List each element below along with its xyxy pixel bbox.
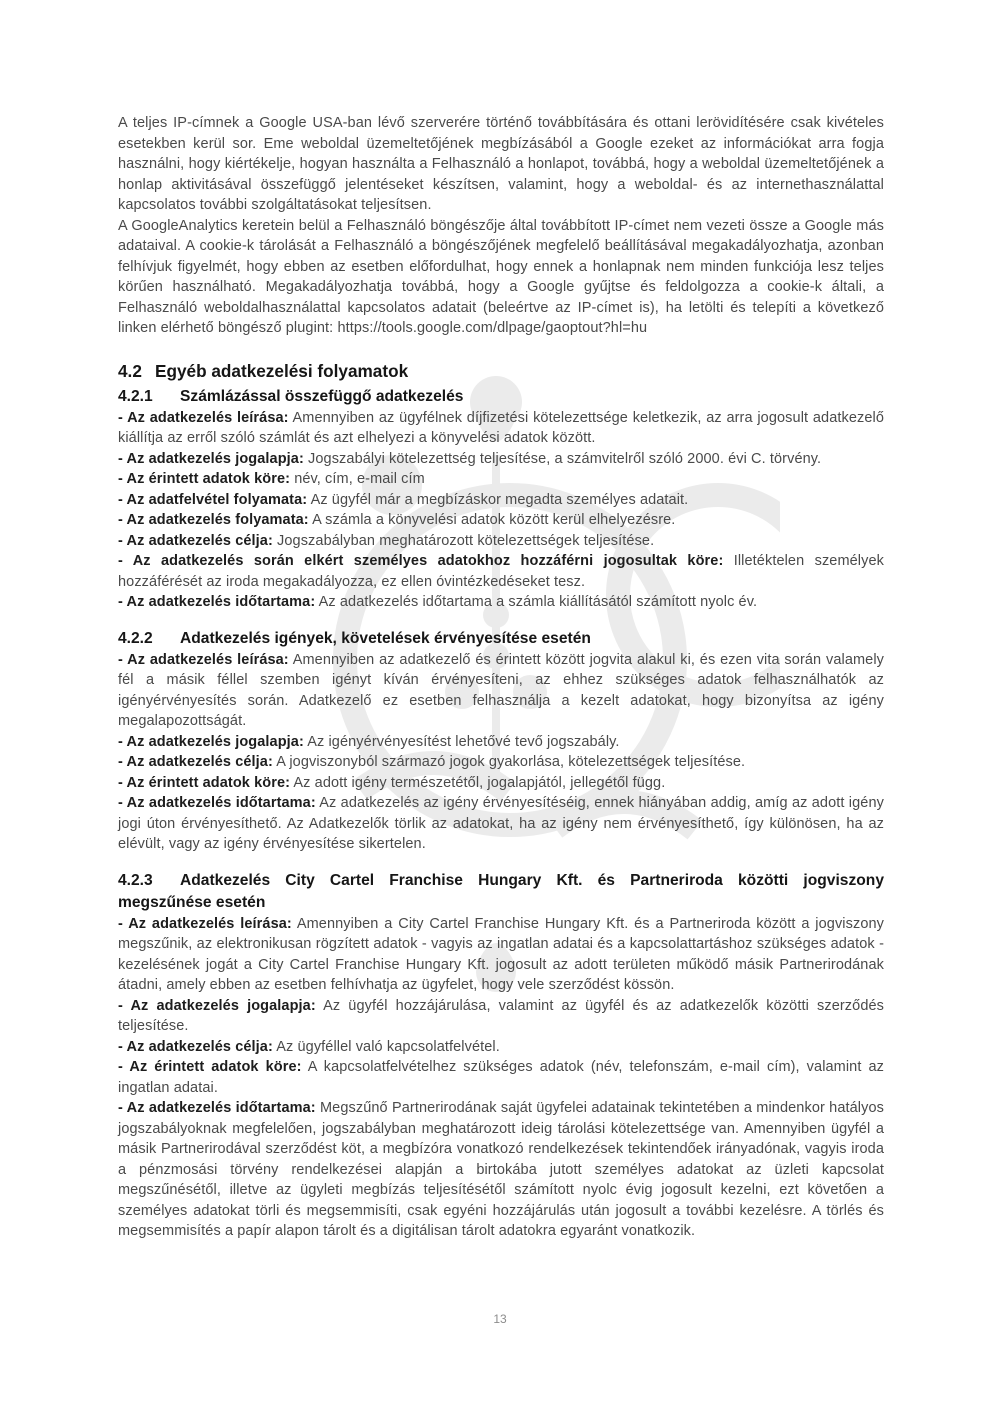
policy-item [118,752,884,773]
policy-item [118,650,884,732]
policy-item [118,1098,884,1242]
subsection-number: 4.2.1 [118,387,153,405]
item-label: - Az adatkezelés időtartama: [118,1100,316,1116]
item-label: - Az adatkezelés leírása: [118,651,289,668]
item-text: Az adott igény természetétől, jogalapjától, jellegétől függ. [293,774,666,791]
item-label: - Az adatkezelés célja: [118,1038,273,1055]
item-label: - Az adatkezelés leírása: [118,409,289,426]
item-text: Az igényérvényesítést lehetővé tevő jogszabály. [307,733,620,750]
subsection-heading-421 [118,386,884,408]
item-label: - Az érintett adatok köre: [118,774,291,791]
item-text: név, cím, e-mail cím [294,471,425,487]
item-text: Az ügyfél már a megbízáskor megadta személyes adatait. [310,491,689,508]
subsection-title: Adatkezelés igények, követelések érvényesítése esetén [180,629,591,647]
item-text: Amennyiben az adatkezelő és érintett között jogvita alakul ki, és ezen vita során valamely fél a másik féllel szemben igényt kíván érvényesíteni, az ehhez szükséges adatok felhasználhatók az igényérvényesítés során. Adatkezelő ez esetben felhasználja a kezelt adatokat, hogy bizonyítsa az igény megalapozottságát. [118,651,884,729]
item-label: - Az adatkezelés célja: [118,532,273,549]
item-label: - Az adatkezelés leírása: [118,915,292,932]
policy-item [118,408,884,449]
item-label: - Az adatkezelés időtartama: [118,594,316,610]
page-number: 13 [493,1312,507,1326]
item-text: Megszűnő Partnerirodának saját ügyfelei adatainak tekintetében a mindenkor hatályos jogszabályoknak megfelelően, jogszabályban meghatározott ideig tárolási kötelezettsége van. Amennyiben ügyfél a másik Partnerirodával szerződést köt, a megbízóra vonatkozó rendelkezések tekintendőek irányadónak, vagyis iroda a pénzmosási törvény rendelkezései alapján a birtokába jutott személyes adatokat az üzleti kapcsolat megszűnésétől, illetve az ügyleti megbízás teljesítésétől számított nyolc évig jogosult kezelni, ezt követően a személyes adatokat törli és megsemmisíti, csak egyéni hozzájárulás után jogosult a további kezelésre. A törlés és megsemmisítés a papír alapon tárolt és a digitálisan tárolt adatokra egyaránt vonatkozik. [118,1100,884,1239]
policy-item [118,449,884,470]
policy-item [118,469,884,490]
subsection-number: 4.2.2 [118,629,153,647]
item-label: - Az érintett adatok köre: [118,1059,302,1075]
item-label: - Az adatkezelés jogalapja: [118,450,304,467]
item-text: Amennyiben az ügyfélnek díjfizetési kötelezettsége keletkezik, az arra jogosult adatkezelő kiállítja az erről szóló számlát és azt elhelyezi a könyvelési adatok között. [118,409,885,446]
subsection-title: Számlázással összefüggő adatkezelés [180,387,464,405]
section-number: 4.2 [118,360,142,381]
subsection-number: 4.2.3 [118,871,153,889]
item-text: Illetéktelen személyek hozzáférését az iroda megakadályozza, ez ellen óvintézkedéseket tesz. [118,553,884,590]
item-text: Az adatkezelés az igény érvényesítéséig, ennek hiányában addig, amíg az adott igény jogi úton érvényesíthető. Az Adatkezelők törlik az adatokat, ha az igény nem érvényesíthető, így különösen, ha az elévült, vagy az igény érvényesítése sikertelen. [118,795,884,852]
policy-item [118,732,884,753]
policy-item [118,490,884,511]
policy-item [118,510,884,531]
item-text: A jogviszonyból származó jogok gyakorlása, kötelezettségek teljesítése. [276,754,746,770]
intro-paragraph-1: A teljes IP-címnek a Google USA-ban lévő szerverére történő továbbítására és ottani lerövidítésére csak kivételes esetekben kerül sor. Eme weboldal üzemeltetőjének megbízásából a Google ezeket az információkat arra fogja használni, hogy kiértékelje, hogyan használta a Felhasználó a honlapot, továbbá, hogy a weboldal üzemeltetőjének a honlap aktivitásával összefüggő jelentéseket készítsen, valamint, hogy a weboldal- és az internethasználattal kapcsolatos további szolgáltatásokat teljesítsen. [118,115,884,213]
item-text: A számla a könyvelési adatok között kerül elhelyezésre. [312,512,676,528]
item-label: - Az érintett adatok köre: [118,471,291,487]
item-label: - Az adatkezelés során elkért személyes adatokhoz hozzáférni jogosultak köre: [118,553,724,569]
item-label: - Az adatkezelés jogalapja: [118,997,316,1014]
section-heading [118,359,884,383]
item-label: - Az adatkezelés jogalapja: [118,733,304,750]
item-label: - Az adatkezelés időtartama: [118,795,316,811]
section-title: Egyéb adatkezelési folyamatok [155,360,409,381]
item-label: - Az adatkezelés célja: [118,754,273,770]
policy-item [118,531,884,552]
item-label: - Az adatkezelés folyamata: [118,512,309,528]
item-text: Jogszabályban meghatározott kötelezettségek teljesítése. [277,532,655,549]
intro-paragraph-2: A GoogleAnalytics keretein belül a Felhasználó böngészője által továbbított IP-címet nem vezeti össze a Google más adataival. A cookie-k tárolását a Felhasználó a böngészőjének megfelelő beállításával megakadályozhatja, azonban felhívjuk figyelmét, hogy ebben az esetben előfordulhat, hogy ennek a honlapnak nem minden funkciója lesz teljes körűen használható. Megakadályozhatja továbbá, hogy a Google gyűjtse és feldolgozza a cookie-k általi, a Felhasználó weboldalhasználattal kapcsolatos adatait (beleértve az IP-címet is), ha letölti és telepíti a következő linken elérhető böngésző plugint: https://tools.google.com/dlpage/gaoptout?hl=hu [118,217,884,336]
policy-item [118,1037,884,1058]
policy-item [118,996,884,1037]
policy-item [118,773,884,794]
policy-item [118,551,884,592]
item-text: A kapcsolatfelvételhez szükséges adatok (név, telefonszám, e-mail cím), valamint az ingatlan adatai. [118,1059,884,1096]
policy-item [118,793,884,855]
item-text: Az adatkezelés időtartama a számla kiállításától számított nyolc év. [318,594,758,610]
subsection-heading-423 [118,870,884,914]
subsection-heading-422 [118,628,884,650]
item-label: - Az adatfelvétel folyamata: [118,491,308,508]
item-text: Az ügyféllel való kapcsolatfelvétel. [276,1038,500,1055]
item-text: Jogszabályi kötelezettség teljesítése, a számvitelről szóló 2000. évi C. törvény. [308,450,822,467]
item-text: Amennyiben a City Cartel Franchise Hungary Kft. és a Partneriroda között a jogviszony megszűnik, az elektronikusan rögzített adatok - vagyis az ingatlan adatai és a kapcsolattartáshoz szükséges adatok - kezelésének jogát a City Cartel Franchise Hungary Kft. jogosult az adott területen működő másik Partnerirodának átadni, amely ebben az esetben felhívhatja az ügyfelet, hogy vele szerződést kössön. [118,915,885,993]
policy-item [118,914,884,996]
document-content [118,113,884,1242]
subsection-title: Adatkezelés City Cartel Franchise Hungary Kft. és Partneriroda közötti jogviszony megszűnése esetén [118,871,884,911]
item-text: Az ügyfél hozzájárulása, valamint az ügyfél és az adatkezelők közötti szerződés teljesítése. [118,997,884,1034]
policy-item [118,1057,884,1098]
policy-item [118,592,884,613]
